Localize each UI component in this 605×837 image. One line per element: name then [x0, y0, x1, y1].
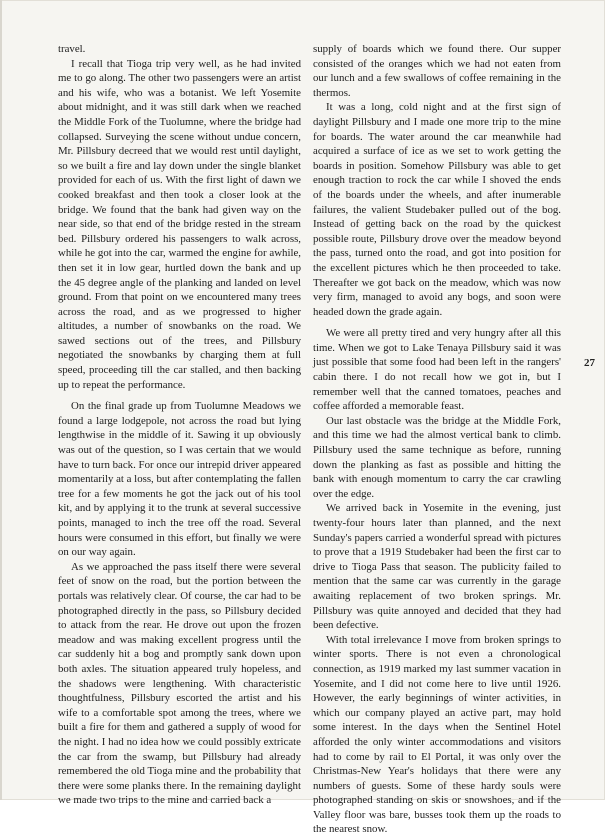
paragraph: We were all pretty tired and very hungry after all this time. When we got to Lake Tenaya Pillsbury said it was just possible that some food had been left in the rangers' cabin there. I do not recall how we got in, but I remember well that the canned tomatoes, peaches and coffee afforded a memorable feast. [313, 327, 561, 413]
page-edge [0, 0, 2, 800]
paragraph: It was a long, cold night and at the first sign of daylight Pillsbury and I made one more trip to the mine for boards. The water around the car meanwhile had acquired a surface of ice as we set to work getting the boards in position. Somehow Pillsbury was able to get enough traction to rock the car while I shoved the ends of the boards under the wheels, and after inumerable failures, the valient Studebaker pulled out of the bog. Instead of getting back on the road by the quickest possible route, Pillsbury drove over the meadow beyond the pass, turned onto the road, and got into position for the excellent pictures which he then proceeded to take. Thereafter we got back on the meadow, which was now very firm, managed to avoid any bogs, and soon were headed down the grade again. [313, 101, 561, 318]
paragraph: supply of boards which we found there. Our supper consisted of the oranges which we had not eaten from our lunch and a few swallows of coffee remaining in the thermos. [313, 43, 561, 99]
page-number: 27 [584, 357, 595, 369]
paragraph: We arrived back in Yosemite in the evening, just twenty-four hours later than planned, and the next Sunday's papers carried a wonderful spread with pictures to prove that a 1919 Studebaker had been the first car to drive to Tioga Pass that season. The publicity failed to mention that the same car was currently in the garage awaiting replacement of two broken springs. Mr. Pillsbury was quite annoyed and decided that they had been defective. [313, 502, 561, 632]
paragraph: As we approached the pass itself there were several feet of snow on the road, but the portion between the portals was relatively clear. Of course, the car had to be photographed directly in the pass, so Pillsbury decided to attack from the rear. He drove out upon the frozen meadow and was making excellent progress until the car suddenly hit a bog and promptly sank down upon both axles. The situation appeared truly hopeless, and the shadows were lengthening. With characteristic thoughtfulness, Pillsbury escorted the artist and his wife to a comfortable spot among the trees, where we built a fire for them and gathered a supply of wood for the night. I had no idea how we could possibly extricate the car from the swamp, but Pillsbury had already remembered the old Tioga mine and the probability that there were some planks there. In the remaining daylight we made two trips to the mine and carried back a [58, 560, 301, 807]
right-column [313, 42, 561, 837]
paragraph: Our last obstacle was the bridge at the Middle Fork, and this time we had the almost vertical bank to climb. Pillsbury used the same technique as before, running down the planking as fast as possible and hitting the bank with enough momentum to carry the car crawling over the edge. [313, 414, 561, 500]
paragraph: travel. [58, 43, 86, 55]
paragraph: With total irrelevance I move from broken springs to winter sports. There is not even a chronological connection, as 1919 marked my last summer vacation in Yosemite, and I did not come here to live until 1926. However, the early beginnings of winter activities, in which our company played an active part, may hold some interest. In the days when the Sentinel Hotel afforded the only winter accommodations and visitors had to come by rail to El Portal, it was only over the Christmas-New Year's holidays that there were any numbers of guests. Some of these hardy souls were photographed standing on skis or snowshoes, and if the Valley floor was bare, busses took them up the roads to the nearest snow. [313, 633, 561, 836]
left-column [58, 42, 301, 808]
paragraph: I recall that Tioga trip very well, as he had invited me to go along. The other two passengers were an artist and his wife, who was a botanist. We left Yosemite about midnight, and it was still dark when we reached the Middle Fork of the Tuolumne, where the bridge had collapsed. Surveying the scene without undue concern, Mr. Pillsbury decreed that we would rest until daylight, so we built a fire and lay down under the single blanket provided for each of us. With the first light of dawn we cooked breakfast and then took a closer look at the bridge. We found that the bank had given way on the near side, so that end of the bridge rested in the stream bed. Pillsbury ordered his passengers to walk across, while he got into the car, warmed the engine for awhile, then set it in low gear, hurtled down the bank and up the 45 degree angle of the planking and landed on level ground. From that point on we encountered many trees across the road, and as we progressed to higher altitudes, a number of snowbanks on the road. We sawed sections out of the trees, and Pillsbury negotiated the snowbanks by charging them at full speed, proceeding till the car stalled, and then backing up to repeat the performance. [58, 57, 301, 391]
paragraph: On the final grade up from Tuolumne Meadows we found a large lodgepole, not across the road but lying lengthwise in the middle of it. Sawing it up obviously was out of the question, so I was certain that we would have to turn back. For once our intrepid driver appeared momentarily at a loss, but after contemplating the fallen tree for a few moments he got the jack out of his tool kit, and by applying it to the trunk at several successive points, managed to inch the tree off the road. Several hours were consumed in this effort, but finally we were on our way again. [58, 400, 302, 559]
